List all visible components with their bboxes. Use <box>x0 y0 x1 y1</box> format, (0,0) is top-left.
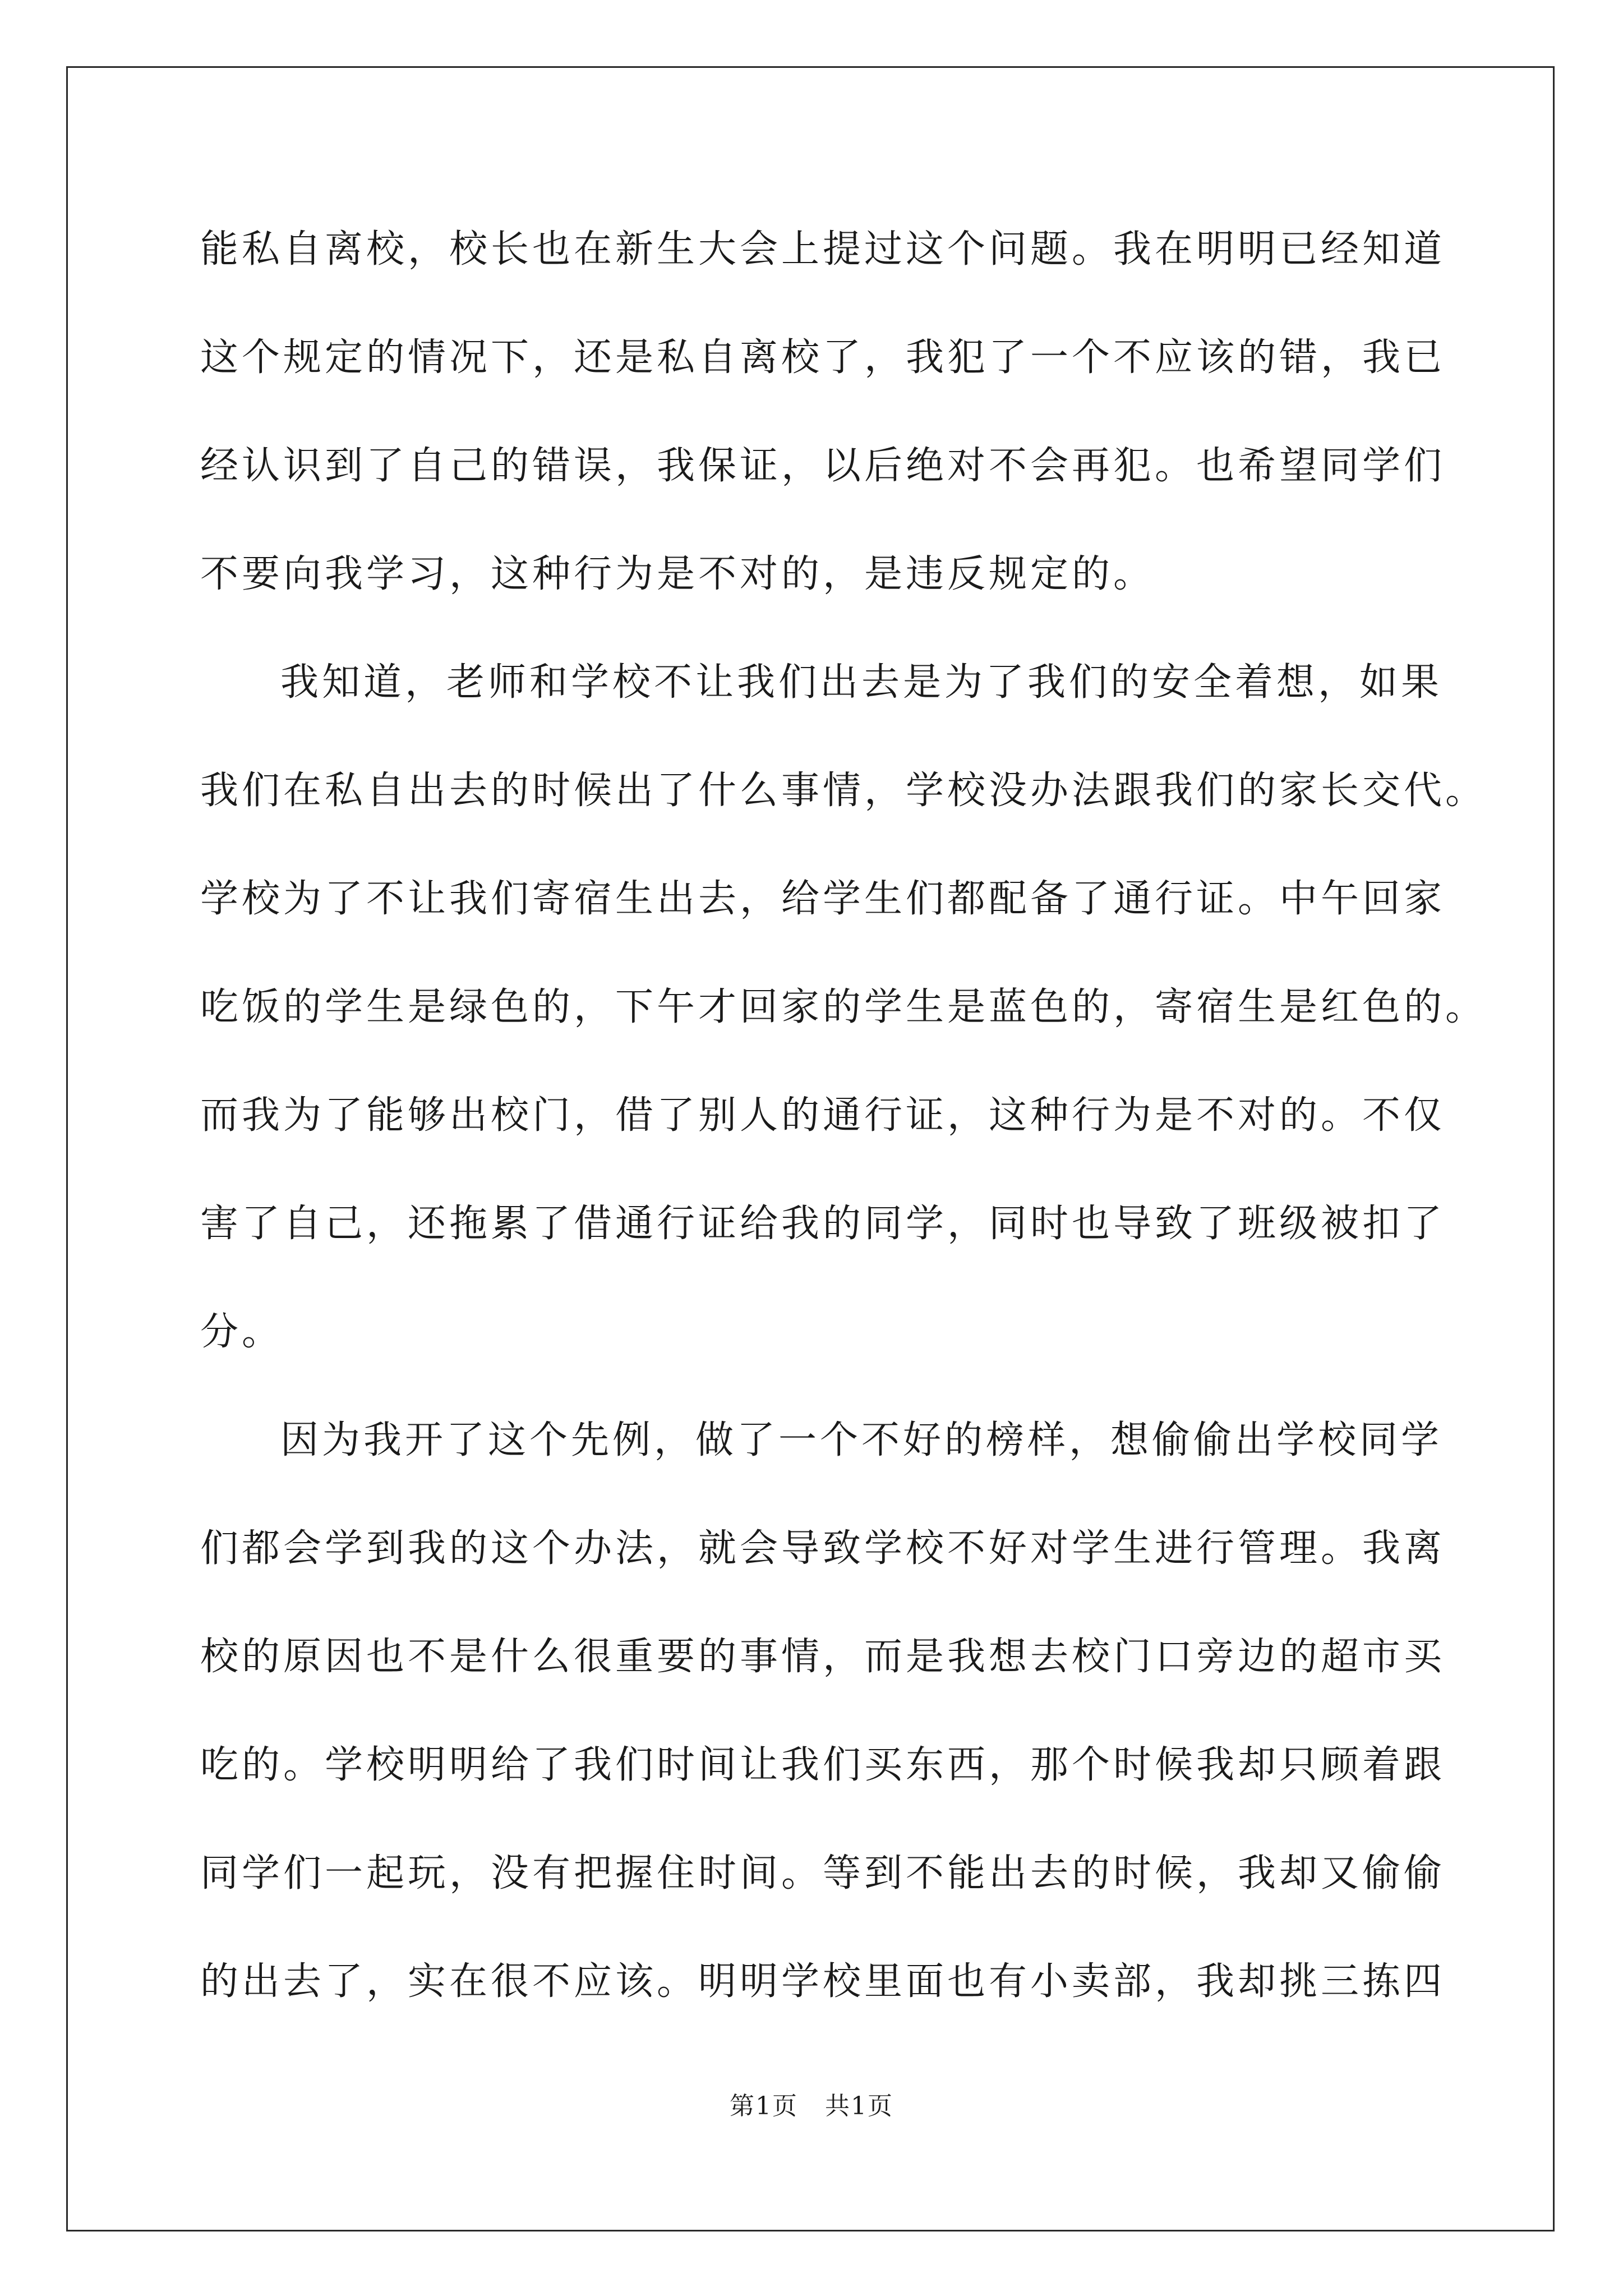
text-line: 们都会学到我的这个办法，就会导致学校不好对学生进行管理。我离 <box>200 1526 1446 1571</box>
text-line: 同学们一起玩，没有把握住时间。等到不能出去的时候，我却又偷偷 <box>200 1851 1446 1895</box>
text-line: 分。 <box>200 1310 284 1354</box>
text-line: 这个规定的情况下，还是私自离校了，我犯了一个不应该的错，我已 <box>200 335 1446 380</box>
text-line: 吃的。学校明明给了我们时间让我们买东西，那个时候我却只顾着跟 <box>200 1743 1446 1787</box>
paragraph-first-line: 我知道，老师和学校不让我们出去是为了我们的安全着想，如果 <box>280 660 1443 705</box>
text-line: 我们在私自出去的时候出了什么事情，学校没办法跟我们的家长交代。 <box>200 769 1487 813</box>
page-border <box>66 66 1555 2231</box>
text-line: 不要向我学习，这种行为是不对的，是违反规定的。 <box>200 552 1155 596</box>
text-line: 的出去了，实在很不应该。明明学校里面也有小卖部，我却挑三拣四 <box>200 1959 1446 2004</box>
page-total: 共1页 <box>825 2092 893 2120</box>
text-line: 害了自己，还拖累了借通行证给我的同学，同时也导致了班级被扣了 <box>200 1202 1446 1246</box>
text-line: 吃饭的学生是绿色的，下午才回家的学生是蓝色的，寄宿生是红色的。 <box>200 985 1487 1029</box>
text-line: 校的原因也不是什么很重要的事情，而是我想去校门口旁边的超市买 <box>200 1635 1446 1679</box>
text-line: 能私自离校，校长也在新生大会上提过这个问题。我在明明已经知道 <box>200 227 1446 272</box>
page-footer <box>0 2094 1623 2119</box>
text-line: 学校为了不让我们寄宿生出去，给学生们都配备了通行证。中午回家 <box>200 877 1446 921</box>
text-line: 经认识到了自己的错误，我保证，以后绝对不会再犯。也希望同学们 <box>200 444 1446 488</box>
page-number: 第1页 <box>730 2092 798 2120</box>
paragraph-first-line: 因为我开了这个先例，做了一个不好的榜样，想偷偷出学校同学 <box>280 1418 1443 1462</box>
text-line: 而我为了能够出校门，借了别人的通行证，这种行为是不对的。不仅 <box>200 1093 1446 1138</box>
